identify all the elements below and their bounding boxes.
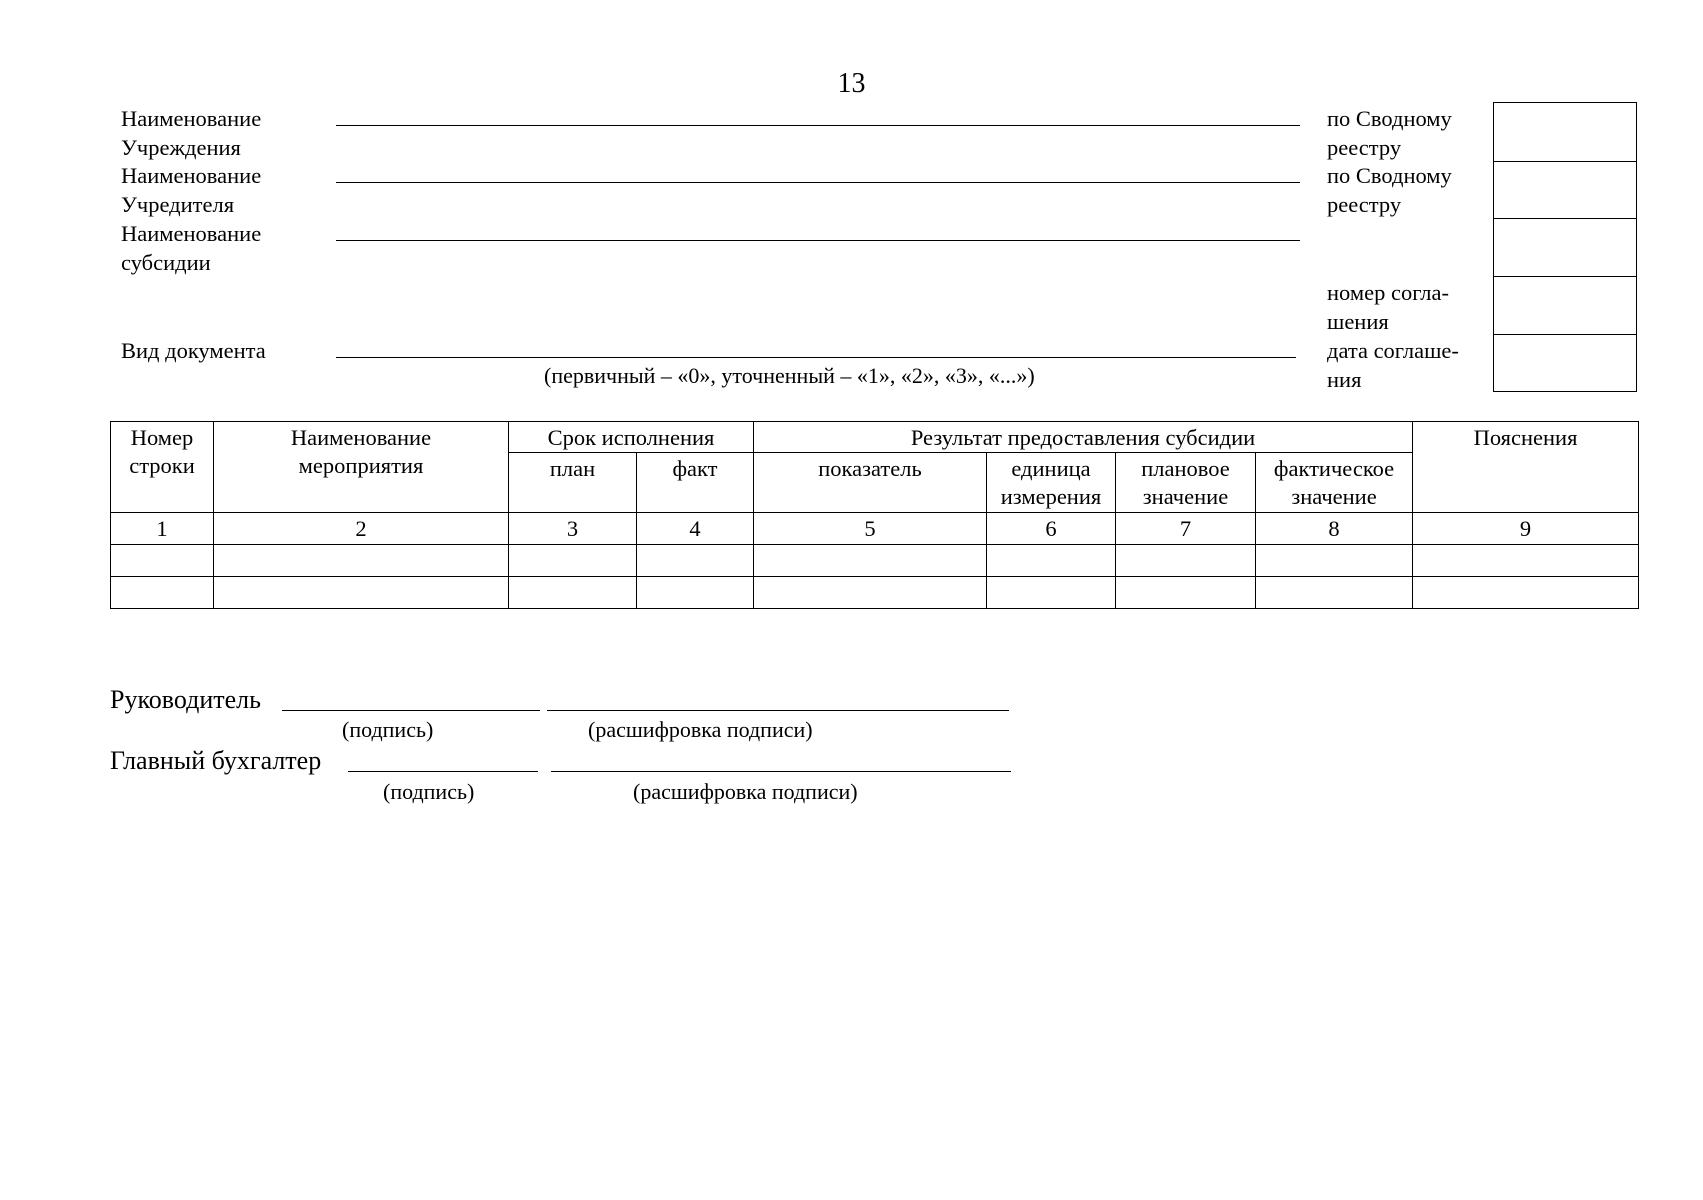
column-number: 5: [754, 513, 987, 545]
founder-registry-code-cell[interactable]: [1494, 161, 1636, 219]
header-deadline-plan: план: [509, 453, 637, 513]
column-number: 2: [214, 513, 509, 545]
column-number: 6: [987, 513, 1116, 545]
header-row-number: Номер строки: [111, 422, 214, 513]
table-cell[interactable]: [111, 545, 214, 577]
table-header-row: [111, 422, 1639, 453]
column-number: 8: [1256, 513, 1413, 545]
header-unit: единица измерения: [987, 453, 1116, 513]
head-signature-field[interactable]: [282, 710, 540, 711]
head-signature-caption: (подпись): [342, 717, 434, 742]
head-label: Руководитель: [110, 685, 261, 714]
table-cell[interactable]: [987, 545, 1116, 577]
column-number-row: [111, 513, 1639, 545]
table-cell[interactable]: [509, 577, 637, 609]
table-cell[interactable]: [214, 545, 509, 577]
agreement-date-label: дата соглаше- ния: [1327, 338, 1459, 392]
institution-registry-label: по Сводному реестру: [1327, 106, 1452, 160]
table-row: [111, 545, 1639, 577]
table-cell[interactable]: [509, 545, 637, 577]
accountant-name-field[interactable]: [551, 771, 1011, 772]
chief-accountant-label: Главный бухгалтер: [110, 746, 322, 775]
table-cell[interactable]: [214, 577, 509, 609]
page-number: 13: [837, 68, 866, 99]
head-name-caption: (расшифровка подписи): [588, 717, 813, 742]
agreement-date-cell[interactable]: [1494, 334, 1636, 391]
column-number: 7: [1116, 513, 1256, 545]
column-number: 1: [111, 513, 214, 545]
document-type-label: Вид документа: [121, 338, 266, 363]
table-cell[interactable]: [987, 577, 1116, 609]
founder-name-field[interactable]: [336, 182, 1300, 183]
header-deadline: Срок исполнения: [509, 422, 754, 453]
institution-name-label: Наименование Учреждения: [121, 106, 262, 160]
header-indicator: показатель: [754, 453, 987, 513]
header-event-name: Наименование мероприятия: [214, 422, 509, 513]
table-cell[interactable]: [637, 577, 754, 609]
accountant-signature-caption: (подпись): [383, 779, 475, 804]
header-actual-value: фактическое значение: [1256, 453, 1413, 513]
table-cell[interactable]: [637, 545, 754, 577]
subsidy-name-field[interactable]: [336, 240, 1300, 241]
table-cell[interactable]: [1413, 545, 1639, 577]
agreement-number-cell[interactable]: [1494, 276, 1636, 335]
accountant-signature-field[interactable]: [348, 771, 538, 772]
column-number: 3: [509, 513, 637, 545]
table-cell[interactable]: [1116, 577, 1256, 609]
founder-name-label: Наименование Учредителя: [121, 163, 262, 217]
subsidy-name-label: Наименование субсидии: [121, 221, 262, 275]
header-explanations: Пояснения: [1413, 422, 1639, 513]
header-result: Результат предоставления субсидии: [754, 422, 1413, 453]
column-number: 4: [637, 513, 754, 545]
column-number: 9: [1413, 513, 1639, 545]
table-cell[interactable]: [754, 577, 987, 609]
table-cell[interactable]: [1256, 545, 1413, 577]
institution-name-field[interactable]: [336, 125, 1300, 126]
codes-box: [1493, 102, 1637, 392]
header-planned-value: плановое значение: [1116, 453, 1256, 513]
founder-registry-label: по Сводному реестру: [1327, 163, 1452, 217]
document-type-hint: (первичный – «0», уточненный – «1», «2», «3», «...»): [544, 363, 1035, 388]
table-cell[interactable]: [1256, 577, 1413, 609]
table-cell[interactable]: [111, 577, 214, 609]
table-cell[interactable]: [754, 545, 987, 577]
head-name-field[interactable]: [547, 710, 1009, 711]
table-row: [111, 577, 1639, 609]
document-type-field[interactable]: [336, 357, 1296, 358]
report-table: [110, 421, 1639, 609]
subsidy-code-cell[interactable]: [1494, 218, 1636, 277]
institution-registry-code-cell[interactable]: [1494, 103, 1636, 162]
agreement-number-label: номер согла- шения: [1327, 280, 1449, 334]
table-cell[interactable]: [1116, 545, 1256, 577]
header-deadline-fact: факт: [637, 453, 754, 513]
table-cell[interactable]: [1413, 577, 1639, 609]
accountant-name-caption: (расшифровка подписи): [633, 779, 858, 804]
